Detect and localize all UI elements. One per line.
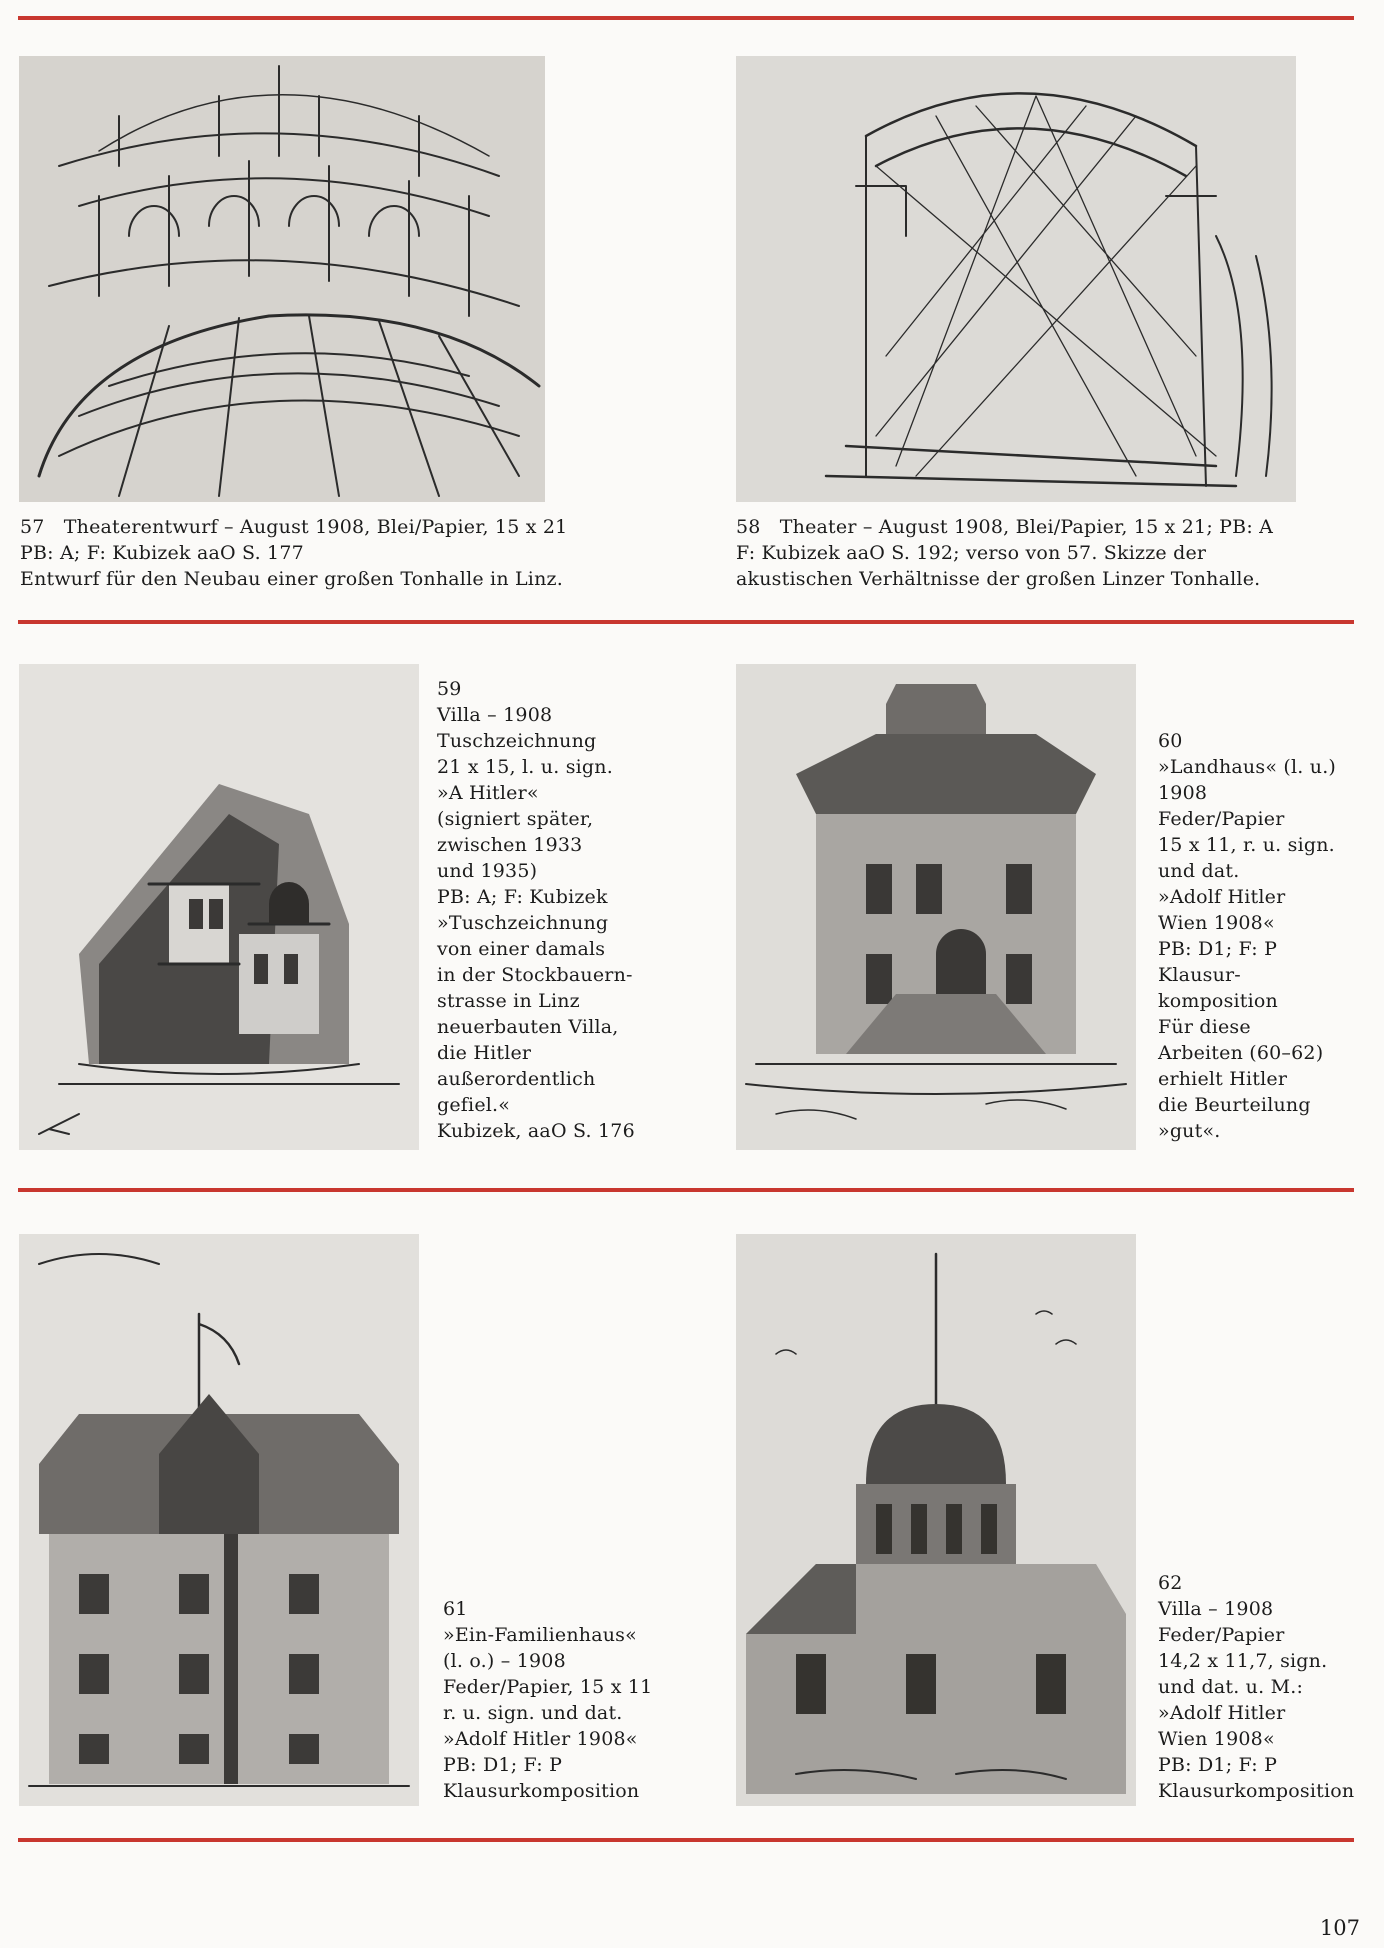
theater-interior-sketch-icon [19, 56, 545, 502]
page-number: 107 [1319, 1916, 1360, 1940]
figure-62-text: Villa – 1908 Feder/Papier 14,2 x 11,7, sign. und dat. u. M.: »Adolf Hitler Wien 1908« PB: D1; F: P Klausurkomposition [1158, 1598, 1355, 1802]
figure-57-text: PB: A; F: Kubizek aaO S. 177 Entwurf für den Neubau einer großen Tonhalle in Linz. [20, 542, 563, 590]
figure-61-text: »Ein-Familienhaus« (l. o.) – 1908 Feder/Papier, 15 x 11 r. u. sign. und dat. »Adolf Hitler 1908« PB: D1; F: P Klausurkomposition [443, 1624, 653, 1802]
figure-58-title: 58 Theater – August 1908, Blei/Papier, 15 x 21; PB: A [736, 516, 1274, 538]
bottom-rule [18, 1838, 1354, 1842]
figure-61-title: 61 [443, 1598, 468, 1620]
figure-59-title: 59 [437, 678, 462, 700]
figure-62-image [736, 1234, 1136, 1806]
figure-58-text: F: Kubizek aaO S. 192; verso von 57. Skizze der akustischen Verhältnisse der großen Linzer Tonhalle. [736, 542, 1261, 590]
figure-58-image [736, 56, 1296, 502]
top-rule [18, 16, 1354, 20]
figure-59-text: Villa – 1908 Tuschzeichnung 21 x 15, l. u. sign. »A Hitler« (signiert später, zwischen 1933 und 1935) PB: A; F: Kubizek »Tuschzeichnung von einer damals in der Stockbauern- strasse in Linz neuerbauten Villa, die Hitler außerordentlich gefiel.« Kubizek, aaO S. 176 [437, 704, 635, 1142]
landhaus-drawing-icon [736, 664, 1136, 1150]
figure-61-caption [443, 1596, 683, 1804]
figure-62-title: 62 [1158, 1572, 1183, 1594]
figure-59-caption [437, 676, 667, 1144]
row-rule-1 [18, 620, 1354, 624]
figure-61-image [19, 1234, 419, 1806]
figure-57-caption [20, 514, 580, 592]
figure-62-caption [1158, 1570, 1368, 1804]
villa-ink-drawing-icon [19, 664, 419, 1150]
acoustic-sketch-icon [736, 56, 1296, 502]
figure-57-image [19, 56, 545, 502]
figure-59-image [19, 664, 419, 1150]
figure-60-text: »Landhaus« (l. u.) 1908 Feder/Papier 15 x 11, r. u. sign. und dat. »Adolf Hitler Wien 1908« PB: D1; F: P Klausur- komposition Für diese Arbeiten (60–62) erhielt Hitler die Beurteilung »gut«. [1158, 756, 1337, 1142]
figure-60-image [736, 664, 1136, 1150]
family-house-drawing-icon [19, 1234, 419, 1806]
figure-60-title: 60 [1158, 730, 1183, 752]
figure-58-caption [736, 514, 1336, 592]
figure-60-caption [1158, 728, 1368, 1144]
figure-57-title: 57 Theaterentwurf – August 1908, Blei/Papier, 15 x 21 [20, 516, 568, 538]
villa-dome-drawing-icon [736, 1234, 1136, 1806]
row-rule-2 [18, 1188, 1354, 1192]
